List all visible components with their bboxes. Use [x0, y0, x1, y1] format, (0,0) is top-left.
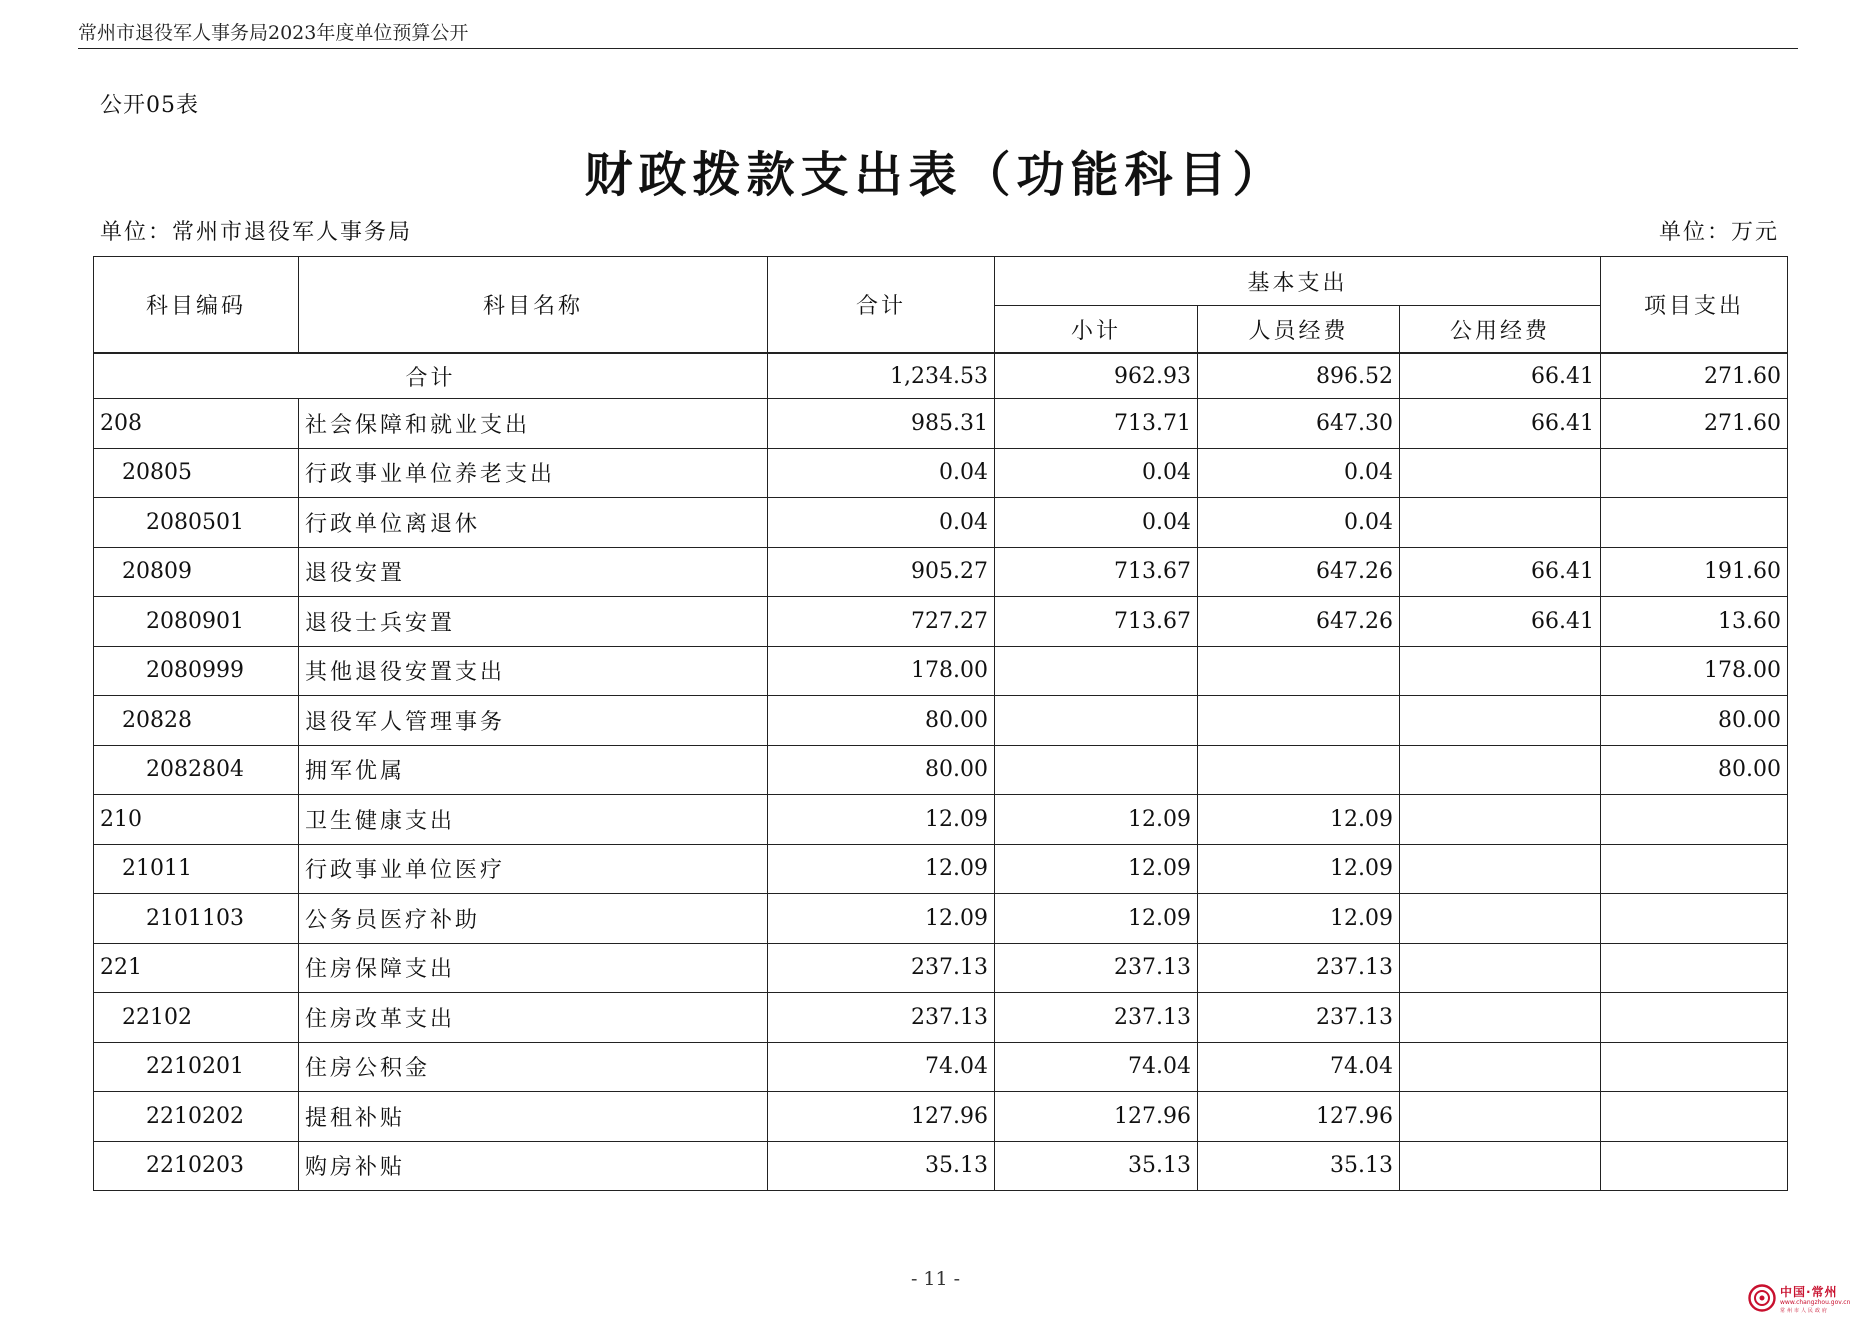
logo-sub: 常州市人民政府 — [1780, 1308, 1830, 1314]
cell-total: 12.09 — [768, 795, 995, 845]
cell-subtotal: 713.71 — [995, 399, 1198, 449]
cell-public — [1400, 448, 1601, 498]
table-row — [94, 498, 1788, 548]
cell-project — [1601, 844, 1788, 894]
table-body — [94, 353, 1788, 1191]
cell-code: 2080501 — [94, 498, 299, 548]
cell-name: 社会保障和就业支出 — [299, 399, 768, 449]
cell-name: 行政事业单位养老支出 — [299, 448, 768, 498]
cell-project: 178.00 — [1601, 646, 1788, 696]
col-header-basic: 基本支出 — [995, 257, 1601, 306]
logo-url: www.changzhou.gov.cn — [1780, 1299, 1851, 1306]
col-header-project: 项目支出 — [1601, 257, 1788, 354]
cell-name: 卫生健康支出 — [299, 795, 768, 845]
table-row — [94, 547, 1788, 597]
cell-public — [1400, 894, 1601, 944]
cell-project: 271.60 — [1601, 353, 1788, 399]
table-row — [94, 1042, 1788, 1092]
cell-total: 127.96 — [768, 1092, 995, 1142]
cell-name: 住房改革支出 — [299, 993, 768, 1043]
cell-personnel: 74.04 — [1198, 1042, 1400, 1092]
cell-subtotal: 12.09 — [995, 844, 1198, 894]
col-header-subtotal: 小计 — [995, 306, 1198, 354]
cell-project — [1601, 1042, 1788, 1092]
cell-code: 2210202 — [94, 1092, 299, 1142]
cell-total: 35.13 — [768, 1141, 995, 1191]
cell-project: 80.00 — [1601, 696, 1788, 746]
total-label: 合计 — [94, 353, 768, 399]
cell-subtotal: 237.13 — [995, 943, 1198, 993]
cell-subtotal: 0.04 — [995, 498, 1198, 548]
cell-subtotal — [995, 696, 1198, 746]
cell-code: 2080901 — [94, 597, 299, 647]
cell-public — [1400, 844, 1601, 894]
cell-subtotal: 713.67 — [995, 547, 1198, 597]
cell-subtotal: 74.04 — [995, 1042, 1198, 1092]
table-row — [94, 894, 1788, 944]
cell-public — [1400, 696, 1601, 746]
cell-code: 2080999 — [94, 646, 299, 696]
cell-public — [1400, 1042, 1601, 1092]
cell-project — [1601, 1141, 1788, 1191]
page-number: - 11 - — [910, 1268, 961, 1290]
cell-personnel: 12.09 — [1198, 894, 1400, 944]
site-logo — [1748, 1282, 1851, 1316]
cell-public — [1400, 1092, 1601, 1142]
table-row — [94, 646, 1788, 696]
cell-project — [1601, 448, 1788, 498]
cell-name: 拥军优属 — [299, 745, 768, 795]
cell-name: 退役安置 — [299, 547, 768, 597]
table-row — [94, 943, 1788, 993]
cell-total: 12.09 — [768, 894, 995, 944]
table-row — [94, 1092, 1788, 1142]
cell-total: 727.27 — [768, 597, 995, 647]
cell-public — [1400, 646, 1601, 696]
cell-code: 2082804 — [94, 745, 299, 795]
table-row — [94, 597, 1788, 647]
cell-code: 2210201 — [94, 1042, 299, 1092]
cell-personnel — [1198, 696, 1400, 746]
cell-total: 1,234.53 — [768, 353, 995, 399]
cell-project: 80.00 — [1601, 745, 1788, 795]
cell-name: 公务员医疗补助 — [299, 894, 768, 944]
cell-personnel: 647.26 — [1198, 597, 1400, 647]
cell-public: 66.41 — [1400, 399, 1601, 449]
cell-name: 住房公积金 — [299, 1042, 768, 1092]
cell-name: 退役军人管理事务 — [299, 696, 768, 746]
cell-public — [1400, 1141, 1601, 1191]
cell-total: 74.04 — [768, 1042, 995, 1092]
changzhou-emblem-icon — [1748, 1284, 1776, 1312]
cell-personnel: 896.52 — [1198, 353, 1400, 399]
cell-personnel: 35.13 — [1198, 1141, 1400, 1191]
cell-total: 0.04 — [768, 448, 995, 498]
cell-personnel: 647.26 — [1198, 547, 1400, 597]
cell-subtotal: 12.09 — [995, 795, 1198, 845]
cell-total: 178.00 — [768, 646, 995, 696]
cell-code: 21011 — [94, 844, 299, 894]
table-row — [94, 448, 1788, 498]
cell-name: 提租补贴 — [299, 1092, 768, 1142]
cell-code: 20828 — [94, 696, 299, 746]
cell-subtotal: 12.09 — [995, 894, 1198, 944]
cell-code: 20805 — [94, 448, 299, 498]
cell-subtotal: 713.67 — [995, 597, 1198, 647]
cell-public — [1400, 745, 1601, 795]
cell-personnel: 647.30 — [1198, 399, 1400, 449]
cell-personnel: 237.13 — [1198, 943, 1400, 993]
table-row — [94, 399, 1788, 449]
cell-code: 20809 — [94, 547, 299, 597]
cell-project: 271.60 — [1601, 399, 1788, 449]
cell-personnel — [1198, 646, 1400, 696]
cell-total: 237.13 — [768, 943, 995, 993]
col-header-total: 合计 — [768, 257, 995, 354]
unit-label-org: 单位：常州市退役军人事务局 — [100, 220, 413, 245]
table-header — [94, 257, 1788, 354]
cell-name: 行政事业单位医疗 — [299, 844, 768, 894]
cell-public — [1400, 943, 1601, 993]
cell-project — [1601, 1092, 1788, 1142]
cell-code: 221 — [94, 943, 299, 993]
page-title: 财政拨款支出表（功能科目） — [584, 147, 1287, 203]
logo-name: 中国·常州 — [1780, 1285, 1838, 1299]
cell-public: 66.41 — [1400, 353, 1601, 399]
cell-subtotal: 962.93 — [995, 353, 1198, 399]
budget-table — [93, 256, 1788, 1191]
cell-subtotal: 35.13 — [995, 1141, 1198, 1191]
cell-name: 购房补贴 — [299, 1141, 768, 1191]
cell-code: 2101103 — [94, 894, 299, 944]
table-row — [94, 844, 1788, 894]
cell-total: 12.09 — [768, 844, 995, 894]
col-header-public: 公用经费 — [1400, 306, 1601, 354]
cell-project — [1601, 498, 1788, 548]
table-row — [94, 795, 1788, 845]
cell-personnel: 12.09 — [1198, 795, 1400, 845]
cell-subtotal: 0.04 — [995, 448, 1198, 498]
table-row — [94, 993, 1788, 1043]
col-header-code: 科目编码 — [94, 257, 299, 354]
col-header-name: 科目名称 — [299, 257, 768, 354]
cell-code: 208 — [94, 399, 299, 449]
cell-public — [1400, 498, 1601, 548]
cell-personnel: 12.09 — [1198, 844, 1400, 894]
cell-public — [1400, 795, 1601, 845]
cell-subtotal: 127.96 — [995, 1092, 1198, 1142]
cell-code: 210 — [94, 795, 299, 845]
cell-public — [1400, 993, 1601, 1043]
unit-label-currency: 单位：万元 — [1658, 220, 1779, 245]
cell-name: 其他退役安置支出 — [299, 646, 768, 696]
cell-public: 66.41 — [1400, 597, 1601, 647]
header-title: 常州市退役军人事务局2023年度单位预算公开 — [78, 22, 469, 44]
cell-subtotal — [995, 646, 1198, 696]
cell-total: 80.00 — [768, 745, 995, 795]
cell-personnel: 0.04 — [1198, 498, 1400, 548]
cell-total: 237.13 — [768, 993, 995, 1043]
document-header — [78, 18, 1798, 49]
cell-total: 0.04 — [768, 498, 995, 548]
cell-personnel: 237.13 — [1198, 993, 1400, 1043]
cell-total: 985.31 — [768, 399, 995, 449]
table-row — [94, 696, 1788, 746]
table-row-total — [94, 353, 1788, 399]
cell-total: 905.27 — [768, 547, 995, 597]
cell-subtotal — [995, 745, 1198, 795]
cell-name: 行政单位离退休 — [299, 498, 768, 548]
cell-project — [1601, 943, 1788, 993]
cell-code: 2210203 — [94, 1141, 299, 1191]
cell-code: 22102 — [94, 993, 299, 1043]
cell-project — [1601, 795, 1788, 845]
cell-personnel — [1198, 745, 1400, 795]
table-row — [94, 745, 1788, 795]
table-number: 公开05表 — [100, 93, 199, 118]
cell-name: 退役士兵安置 — [299, 597, 768, 647]
cell-project — [1601, 993, 1788, 1043]
cell-project: 191.60 — [1601, 547, 1788, 597]
cell-total: 80.00 — [768, 696, 995, 746]
cell-project: 13.60 — [1601, 597, 1788, 647]
cell-public: 66.41 — [1400, 547, 1601, 597]
col-header-personnel: 人员经费 — [1198, 306, 1400, 354]
cell-personnel: 0.04 — [1198, 448, 1400, 498]
table-row — [94, 1141, 1788, 1191]
cell-project — [1601, 894, 1788, 944]
cell-subtotal: 237.13 — [995, 993, 1198, 1043]
cell-name: 住房保障支出 — [299, 943, 768, 993]
cell-personnel: 127.96 — [1198, 1092, 1400, 1142]
